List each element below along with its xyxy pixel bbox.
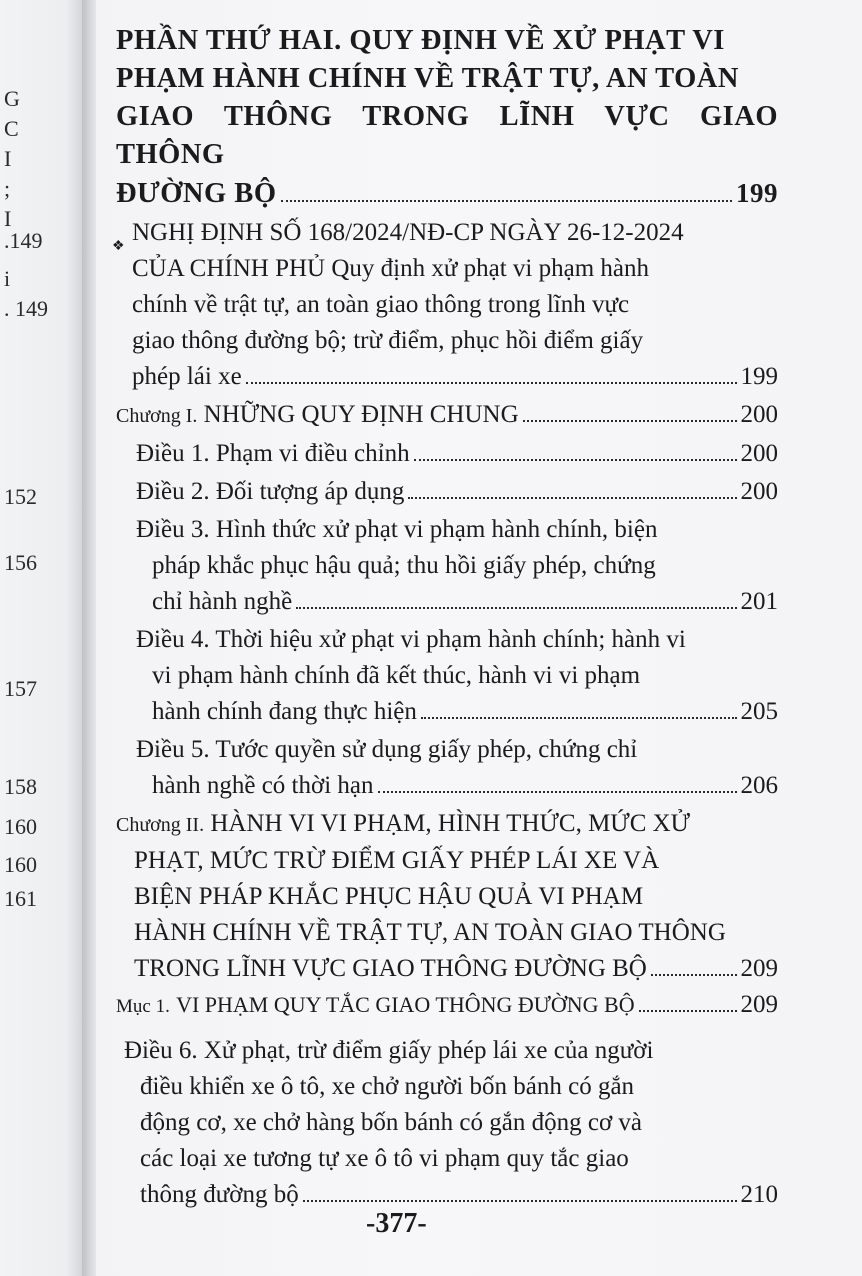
toc-leader-row	[116, 174, 778, 213]
toc-entry-article-4	[116, 622, 778, 730]
entry-line: PHẠT, MỨC TRỪ ĐIỂM GIẤY PHÉP LÁI XE VÀ	[134, 847, 660, 874]
toc-leader-row	[136, 474, 778, 510]
entry-line: HÀNH CHÍNH VỀ TRẬT TỰ, AN TOÀN GIAO THÔNG	[134, 919, 726, 946]
section-label: Mục 1.	[116, 996, 170, 1017]
dot-leader	[296, 607, 736, 609]
toc-entry-decree	[112, 215, 778, 395]
toc-entry-article-6	[116, 1033, 778, 1213]
entry-line: chính về trật tự, an toàn giao thông trong lĩnh vực	[132, 291, 630, 318]
toc-entry-chapter-2	[116, 806, 778, 987]
left-fragment: I	[4, 206, 12, 231]
entry-line: BIỆN PHÁP KHẮC PHỤC HẬU QUẢ VI PHẠM	[134, 883, 644, 910]
entry-last-line: chỉ hành nghề	[152, 588, 293, 615]
dot-leader	[523, 420, 737, 422]
dot-leader	[408, 497, 736, 499]
diamond-bullet-icon: ❖	[112, 239, 125, 254]
entry-last-line: hành nghề có thời hạn	[152, 772, 374, 799]
page-number: 205	[740, 698, 778, 725]
toc-leader-row	[152, 584, 778, 620]
left-fragment: 160	[4, 814, 37, 839]
entry-line: HÀNH VI VI PHẠM, HÌNH THỨC, MỨC XỬ	[210, 810, 691, 837]
entry-line: Điều 4. Thời hiệu xử phạt vi phạm hành chính; hành vi	[136, 626, 686, 653]
heading-line: PHẠM HÀNH CHÍNH VỀ TRẬT TỰ, AN TOÀN	[116, 63, 739, 94]
heading-last-line: ĐƯỜNG BỘ	[116, 178, 277, 209]
dot-leader	[414, 459, 737, 461]
toc-entry-article-2	[116, 474, 778, 510]
toc-leader-row	[116, 987, 778, 1025]
page-number: 200	[740, 478, 778, 505]
left-fragment: ;	[4, 176, 11, 201]
toc-entry-chapter-1	[116, 397, 778, 434]
toc-leader-row	[140, 1177, 778, 1213]
page-footer-number: -377-	[366, 1208, 427, 1239]
left-fragment: 158	[4, 774, 37, 799]
left-fragment: .149	[4, 228, 43, 253]
toc-entry-article-1	[116, 436, 778, 472]
page-number: 201	[740, 588, 778, 615]
entry-line: điều khiển xe ô tô, xe chở người bốn bánh có gắn	[140, 1073, 635, 1100]
toc-leader-row	[116, 397, 778, 434]
section-title: VI PHẠM QUY TẮC GIAO THÔNG ĐƯỜNG BỘ	[176, 992, 635, 1017]
left-fragment: 152	[4, 484, 37, 509]
dot-leader	[639, 1010, 737, 1012]
heading-line: GIAO THÔNG TRONG LĨNH VỰC GIAO THÔNG	[116, 101, 778, 170]
entry-last-line: hành chính đang thực hiện	[152, 698, 417, 725]
page-number: 206	[740, 772, 778, 799]
left-fragment: C	[4, 116, 19, 141]
dot-leader	[378, 791, 737, 793]
entry-last-line: TRONG LĨNH VỰC GIAO THÔNG ĐƯỜNG BỘ	[134, 955, 647, 982]
dot-leader	[303, 1200, 737, 1202]
page-number: 199	[736, 178, 778, 208]
left-fragment: G	[4, 86, 20, 111]
page-number: 200	[740, 401, 778, 428]
toc-leader-row	[152, 694, 778, 730]
entry-line: CỦA CHÍNH PHỦ Quy định xử phạt vi phạm hành	[132, 255, 650, 282]
toc-entry-section-1	[116, 987, 778, 1025]
left-page-edge	[0, 0, 82, 1276]
dot-leader	[246, 382, 737, 384]
toc-leader-row	[134, 951, 778, 987]
entry-line: động cơ, xe chở hàng bốn bánh có gắn động cơ và	[140, 1109, 643, 1136]
left-fragment: i	[4, 266, 11, 291]
chapter-label: Chương I.	[116, 405, 198, 427]
entry-line: pháp khắc phục hậu quả; thu hồi giấy phép, chứng	[152, 552, 656, 579]
entry-last-line: thông đường bộ	[140, 1181, 299, 1208]
article-title: Điều 2. Đối tượng áp dụng	[136, 478, 405, 505]
article-title: Điều 1. Phạm vi điều chỉnh	[136, 440, 410, 467]
left-fragment: 157	[4, 676, 37, 701]
table-of-contents	[112, 22, 778, 1213]
left-fragment: I	[4, 146, 12, 171]
entry-line: các loại xe tương tự xe ô tô vi phạm quy tắc giao	[140, 1145, 629, 1172]
toc-leader-row	[136, 436, 778, 472]
left-fragment: . 149	[4, 296, 48, 321]
page-number: 200	[740, 440, 778, 467]
part-two-heading	[116, 22, 778, 213]
page-number: 209	[740, 955, 778, 982]
toc-leader-row	[152, 768, 778, 804]
entry-line: vi phạm hành chính đã kết thúc, hành vi vi phạm	[152, 662, 641, 689]
entry-line: Điều 5. Tước quyền sử dụng giấy phép, chứng chỉ	[136, 736, 638, 763]
page-number: 209	[740, 991, 778, 1018]
heading-line: PHẦN THỨ HAI. QUY ĐỊNH VỀ XỬ PHẠT VI	[116, 25, 725, 56]
dot-leader	[281, 200, 733, 202]
entry-line: Điều 3. Hình thức xử phạt vi phạm hành chính, biện	[136, 516, 658, 543]
entry-line: NGHỊ ĐỊNH SỐ 168/2024/NĐ-CP NGÀY 26-12-2024	[132, 219, 684, 246]
entry-line: Điều 6. Xử phạt, trừ điểm giấy phép lái xe của người	[124, 1037, 654, 1064]
left-fragment: 160	[4, 852, 37, 877]
page-number: 210	[740, 1181, 778, 1208]
toc-entry-article-3	[116, 512, 778, 620]
dot-leader	[421, 717, 737, 719]
left-fragment: 156	[4, 550, 37, 575]
entry-line: giao thông đường bộ; trừ điểm, phục hồi điểm giấy	[132, 327, 644, 354]
chapter-title: NHỮNG QUY ĐỊNH CHUNG	[203, 401, 519, 428]
book-gutter	[82, 0, 96, 1276]
entry-last-line: phép lái xe	[132, 363, 242, 390]
chapter-label: Chương II.	[116, 814, 205, 836]
dot-leader	[651, 974, 737, 976]
toc-page	[96, 0, 862, 1276]
toc-leader-row	[132, 359, 778, 395]
left-fragment: 161	[4, 886, 37, 911]
page-number: 199	[740, 363, 778, 390]
toc-entry-article-5	[116, 732, 778, 804]
